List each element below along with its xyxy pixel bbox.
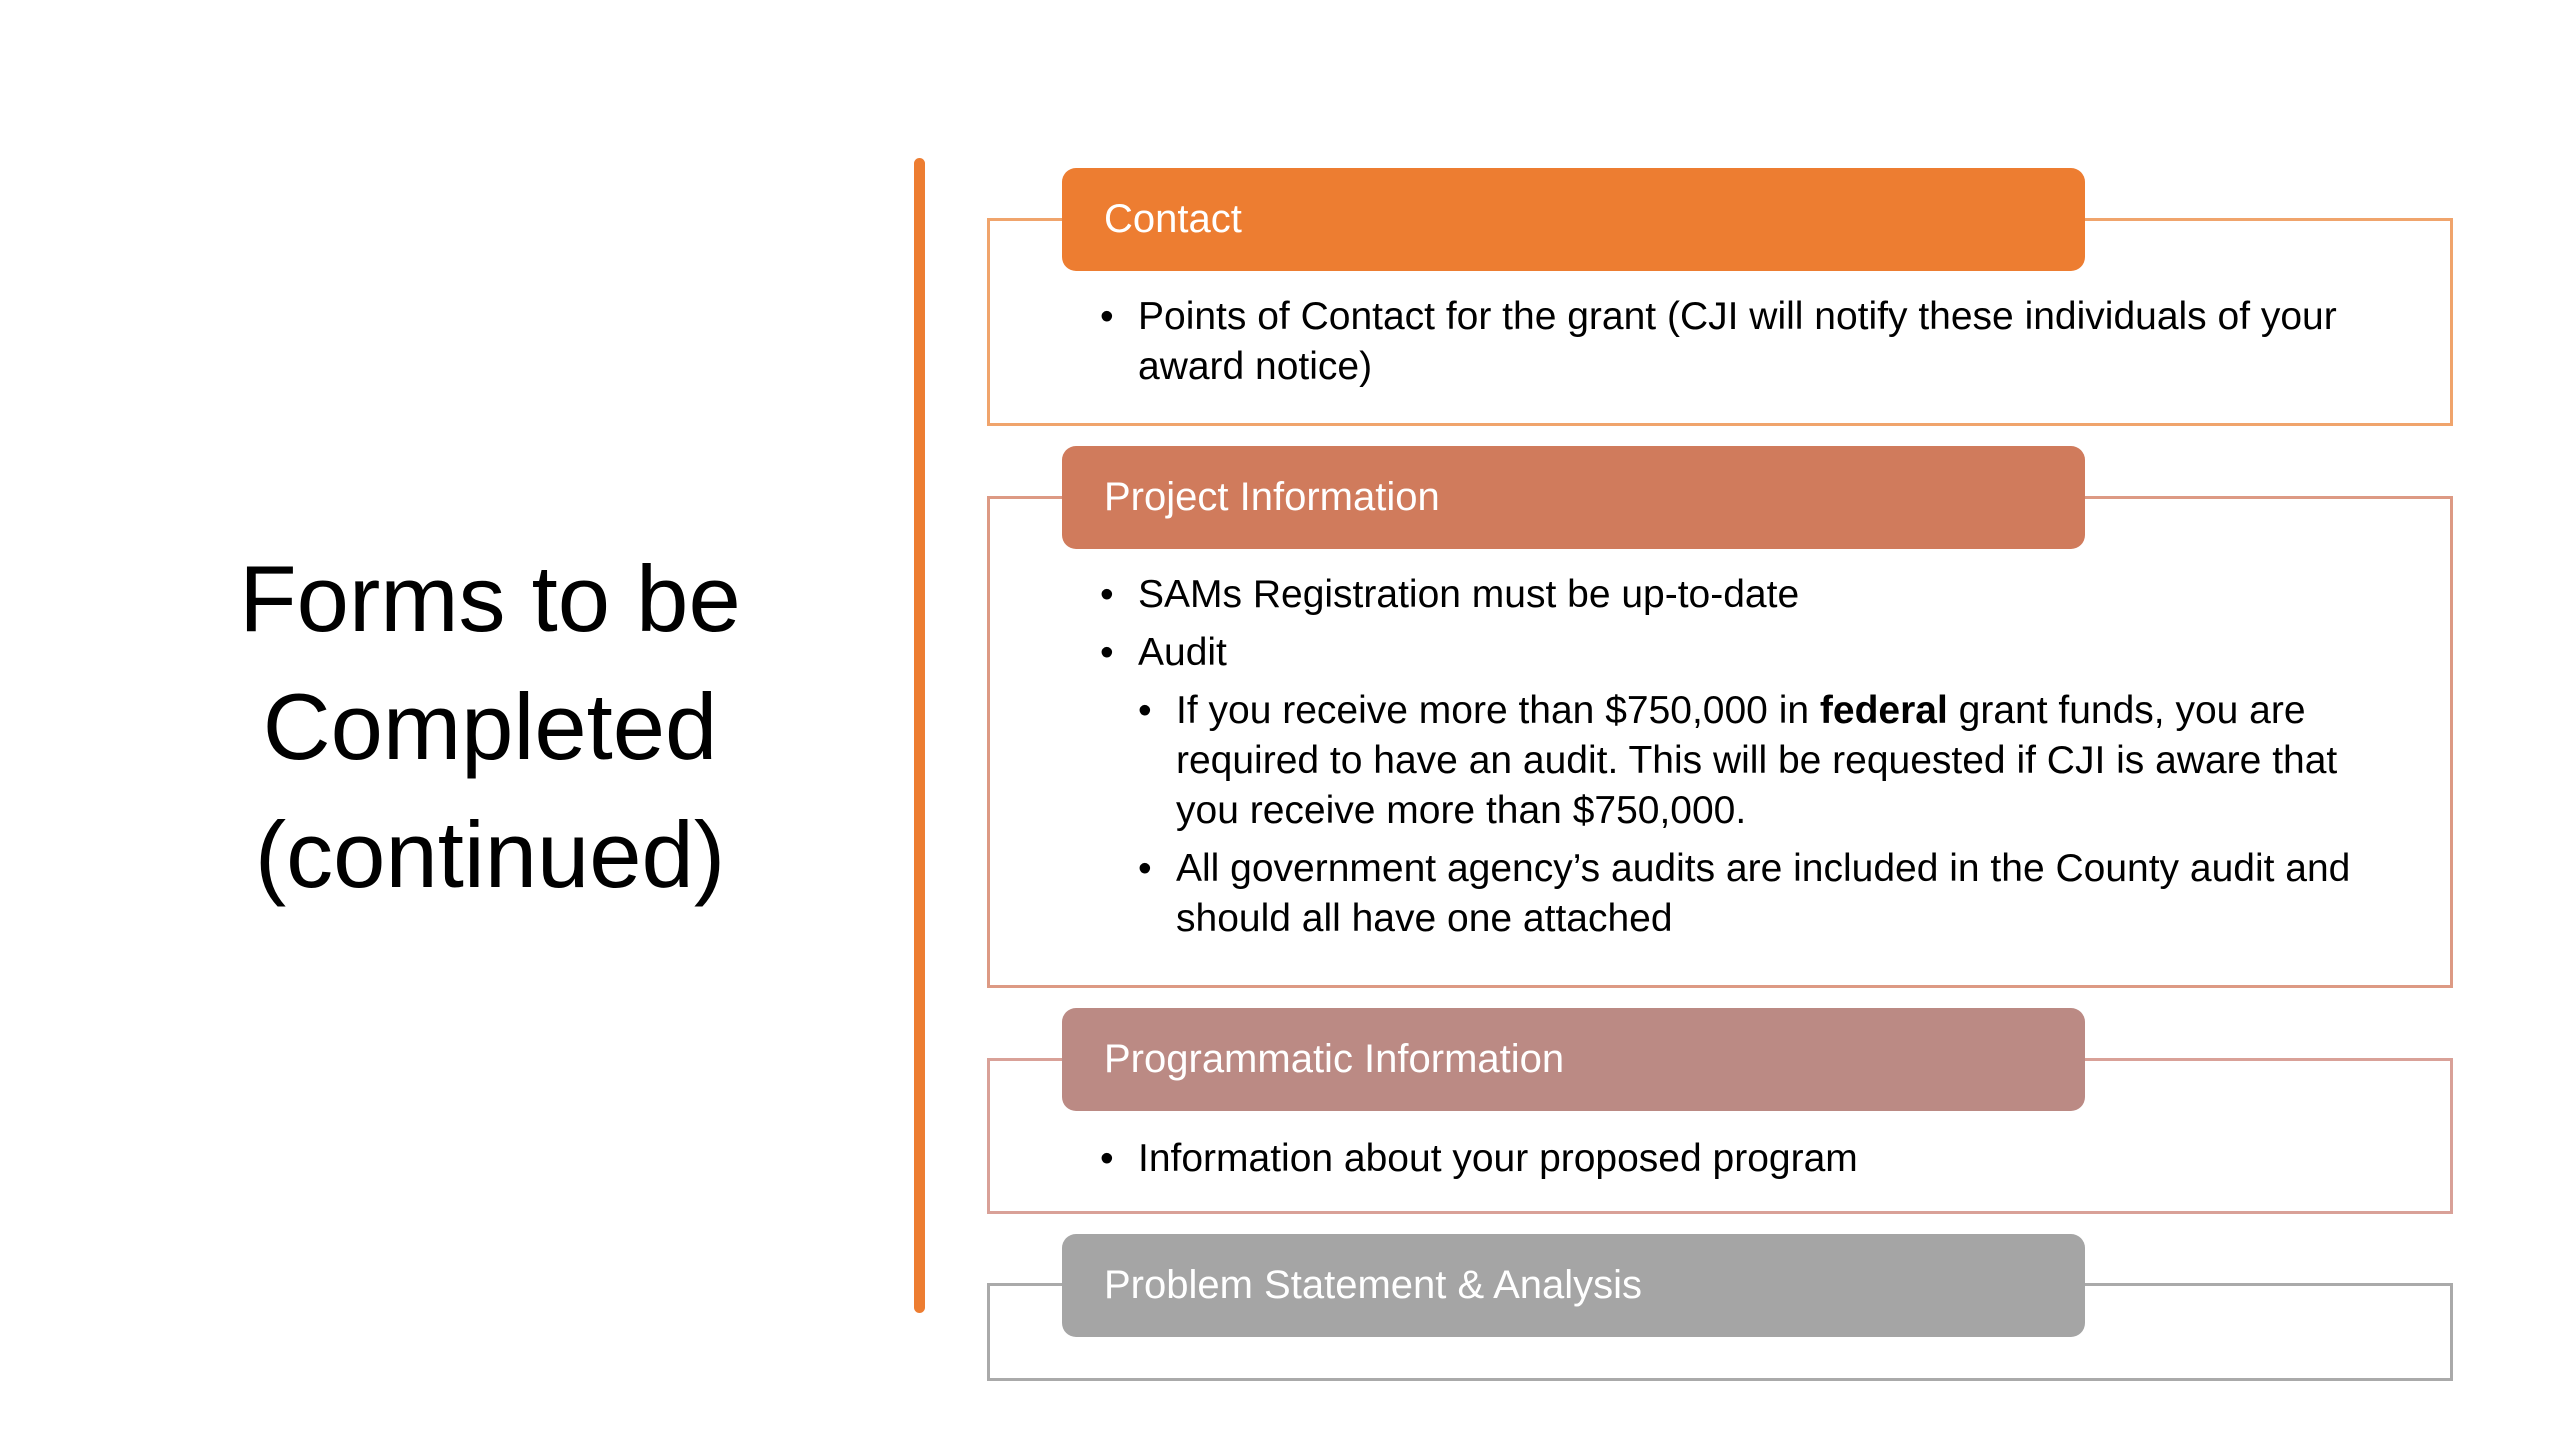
programmatic-information-section-header xyxy=(1062,1008,2085,1111)
programmatic-information-section-header-label: Programmatic Information xyxy=(1104,1037,1565,1081)
programmatic-bullet-proposed-program: • Information about your proposed program xyxy=(1100,1134,2360,1184)
project-information-section-header-label: Project Information xyxy=(1104,475,1440,519)
contact-section-header xyxy=(1062,168,2085,271)
contact-bullet-points-of-contact: • Points of Contact for the grant (CJI will notify these individuals of your award notice) xyxy=(1100,292,2360,392)
slide-title-line-3: (continued) xyxy=(254,802,726,907)
audit-sub-bullet-government-agency: • All government agency’s audits are included in the County audit and should all have one attached xyxy=(1138,844,2360,944)
audit-sub-bullet-federal-funds xyxy=(1138,686,2360,836)
audit-sub-bullet-federal-funds-text-before: If you receive more than $750,000 in xyxy=(1176,689,1820,732)
project-bullet-sams-registration: • SAMs Registration must be up-to-date xyxy=(1100,570,2360,620)
project-information-bullet-list xyxy=(1100,570,2360,952)
problem-statement-section-header xyxy=(1062,1234,2085,1337)
audit-sub-bullet-federal-emphasis: federal xyxy=(1819,689,1948,732)
slide-title xyxy=(130,535,850,919)
programmatic-information-bullet-list xyxy=(1100,1134,2360,1192)
contact-section-header-label: Contact xyxy=(1104,197,1242,241)
slide-title-line-1: Forms to be xyxy=(239,546,741,651)
problem-statement-section-header-label: Problem Statement & Analysis xyxy=(1104,1263,1643,1307)
contact-bullet-list xyxy=(1100,292,2360,400)
slide-title-line-2: Completed xyxy=(262,674,718,779)
vertical-divider xyxy=(914,158,925,1313)
project-information-section-header xyxy=(1062,446,2085,549)
project-bullet-audit: • Audit xyxy=(1100,628,2360,678)
audit-sub-bullet-federal-funds-text-after: grant funds, you are required to have an audit. This will be requested if CJI is aware that you receive more than $750,000. xyxy=(1176,689,2338,832)
